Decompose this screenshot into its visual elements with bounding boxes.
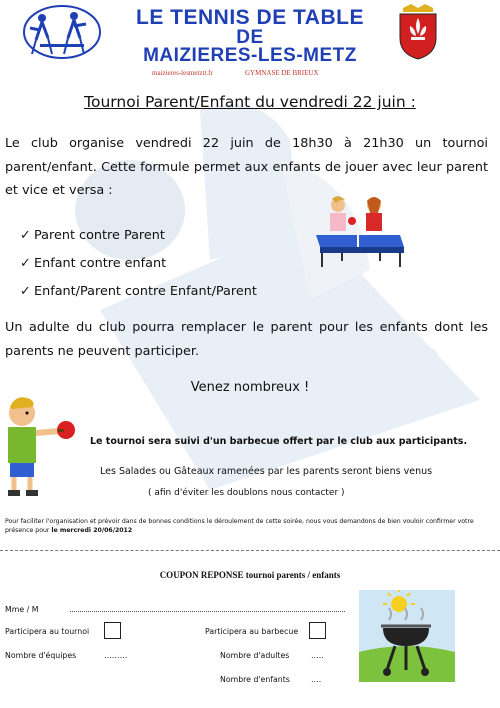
tournament-label: Participera au tournoi — [5, 627, 90, 636]
club-title-line1: LE TENNIS DE TABLE — [136, 6, 364, 29]
checkmark-icon: ✓ — [20, 228, 31, 243]
children-label: Nombre d'enfants — [220, 675, 290, 684]
adults-field[interactable]: ….. — [311, 651, 324, 660]
barbecue-grill-icon — [359, 590, 455, 682]
adults-label: Nombre d'adultes — [220, 651, 290, 660]
bullet-item — [20, 284, 257, 299]
coupon-title: COUPON REPONSE tournoi parents / enfants — [159, 570, 341, 580]
boy-ping-pong-icon — [0, 385, 78, 500]
tournament-checkbox[interactable] — [104, 622, 121, 639]
confirmation-text — [5, 517, 495, 535]
cut-line-divider — [0, 550, 500, 551]
bullet-item — [20, 256, 166, 271]
ping-pong-players-icon — [312, 195, 408, 271]
bullet-item — [20, 228, 165, 243]
bullet-text: Enfant/Parent contre Enfant/Parent — [34, 284, 257, 299]
children-field[interactable]: …. — [311, 675, 322, 684]
event-title: Tournoi Parent/Enfant du vendredi 22 juin : — [84, 93, 416, 111]
club-title-line3: MAIZIERES-LES-METZ — [143, 45, 357, 66]
gym-name: GYMNASE DE BRIEUX — [245, 69, 319, 77]
barbecue-text: Le tournoi sera suivi d'un barbecue offert par le club aux participants. — [90, 436, 468, 447]
teams-label: Nombre d'équipes — [5, 651, 77, 660]
bullet-text: Parent contre Parent — [34, 228, 165, 243]
coat-of-arms-icon — [397, 4, 439, 60]
name-label: Mme / M — [5, 605, 39, 614]
barbecue-label: Participera au barbecue — [205, 627, 299, 636]
welcome-text: Venez nombreux ! — [190, 380, 310, 395]
avoid-duplicates-text: ( afin d'éviter les doublons nous contacter ) — [148, 488, 345, 498]
bullet-text: Enfant contre enfant — [34, 256, 167, 271]
confirmation-date: le mercredi 20/06/2012 — [51, 527, 133, 534]
checkmark-icon: ✓ — [20, 256, 31, 271]
teams-field[interactable]: ……… — [104, 651, 128, 660]
confirmation-body: Pour faciliter l'organisation et prévoir dans de bonnes conditions le déroulement de cette soirée, nous vous demandons de bien vouloir confirmer votre présence pour — [5, 518, 474, 534]
barbecue-checkbox[interactable] — [309, 622, 326, 639]
name-field[interactable] — [70, 603, 345, 612]
salads-text: Les Salades ou Gâteaux ramenées par les parents seront biens venus — [100, 466, 433, 477]
club-logo-icon — [22, 4, 102, 60]
replacement-paragraph: Un adulte du club pourra remplacer le parent pour les enfants dont les parents ne peuvent participer. — [5, 320, 488, 359]
club-website: maizieres-lesmetztt.fr — [152, 69, 213, 77]
club-title-line2: DE — [236, 27, 264, 48]
intro-paragraph: Le club organise vendredi 22 juin de 18h30 à 21h30 un tournoi parent/enfant. Cette formule permet aux enfants de jouer avec leur parent et vice et versa : — [5, 136, 488, 198]
checkmark-icon: ✓ — [20, 284, 31, 299]
